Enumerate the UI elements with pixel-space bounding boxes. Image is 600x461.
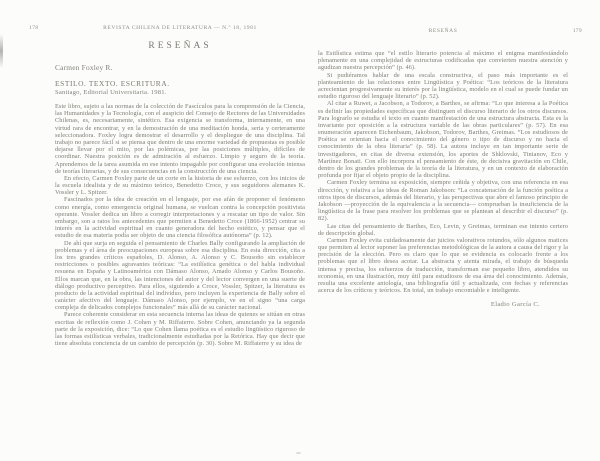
book-imprint: Santiago, Editorial Universitaria. 1981.	[55, 89, 167, 96]
page-number-left: 178	[29, 25, 39, 31]
paragraph: En efecto, Carmen Foxley parte de un corte en la historia de ese esfuerzo, con los inicios de la escuela idealista y de su máximo teórico, Benedetto Croce, y sus seguidores alemanes K. Vossler y L. Spitzer.	[55, 174, 305, 197]
journal-title-header: REVISTA CHILENA DE LITERATURA — N.º 18, 1981	[103, 25, 257, 31]
page-number-right: 179	[572, 28, 582, 34]
paragraph: Si pudiéramos hablar de una escala constructiva, el paso más importante es el planteamiento de las relaciones entre Lingüística y Poética: “Los teóricos de la literatura acrecientan progresivamente su interés por la lingüística, modelo en el cual se puede fundar un estudio riguroso del lenguaje literario” (p. 52).	[318, 71, 568, 101]
paragraph: Las citas del pensamiento de Barthes, Eco, Levin, y Greimas, terminan ese intento certero de descripción global.	[318, 222, 568, 237]
scan-edge-artifact	[0, 34, 3, 68]
paragraph: De ahí que surja en seguida el pensamiento de Charles Bally configurando la ampliación de problemas y el área de preocupaciones europeas sobre esa disciplina. En esta dirección, cita a los tres grandes críticos españoles, D. Alonso, A. Alonso y C. Bousoño sin establecer restricciones o posibles agravantes teóricas: “La estilística genética o del habla individual resuena en España y Latinoamérica con Dámaso Alonso, Amado Alonso y Carlos Bousoño. Ellos marcan que, en la obra, las intenciones del autor y del lector convergen en una suerte de diálogo productivo perceptivo. Para ellos, siguiendo a Croce, Vossler, Spitzer, la literatura es producto de la actividad espiritual del individuo, pero incluyen la experiencia de Bally sobre el carácter afectivo del lenguaje. Dámaso Alonso, por ejemplo, ve en el signo “una carga compleja de delicados complejos funcionales” más allá de su carácter nacional.	[55, 239, 305, 312]
body-text-right-column	[318, 50, 568, 309]
paragraph: la Estilística estima que “el estilo literario potencia al máximo el enigma manifestándolo plenamente en una complejidad de estructuras codificadas que convierten nuestra atención y agudizan nuestra percepción” (p. 46).	[318, 50, 568, 72]
paragraph: Carmen Foxley evita cuidadosamente dar juicios valorativos rotundos, sólo algunos matices que permiten al lector suponer las preferencias metodológicas de la autora a causa del rigor y la precisión de la elección. Pero es claro que lo que se evidencia es colocarlo frente a los problemas que el libro desea acotar. La abstracta y atenta mirada, el trabajo de búsqueda intensa y precisa, los esfuerzos de traducción, transforman ese pequeño libro, atendidos su economía, en una ilustración, muy útil para estudiosos de esa área del conocimiento. Además, resulta una excelente antología, una bibliografía útil y actualizada, con fechas y referencias acerca de los críticos y teóricos. En total, un trabajo encomiable e inteligente.	[318, 236, 568, 295]
review-title-block	[55, 79, 170, 97]
running-header-left	[29, 25, 305, 31]
paragraph: Carmen Foxley termina su exposición, siempre ceñida y objetiva, con una referencia en esa dirección, y relativa a las ideas de Roman Jakobson: “La concatenación de la función poética a otros tipos de discursos, además del literario, y las perspectivas que abre el famoso principio de Jakobson —proyección de la equivalencia a la secuencia— comprueban la insuficiencia de la lingüística de la frase para resolver los problemas que se plantean al describir el discurso” (p. 82).	[318, 179, 568, 223]
review-author: Carmen Foxley R.	[55, 63, 113, 72]
section-heading-resenas: RESEÑAS	[148, 41, 212, 51]
paragraph: Este libro, sujeto a las normas de la colección de Fascículos para la comprensión de la Ciencia, las Humanidades y la Tecnología, con el auspicio del Consejo de Rectores de las Universidades Chilenas, es, necesariamente, sintético. Esa exigencia se transforma, internamente, en una virtud rara de encontrar, y en la demostración de una meditación honda, seria y certeramente seleccionadora. Foxley logra demostrar el desarrollo y el despliegue de una disciplina. Tal trabajo no parece fácil si se piensa que dentro de una enorme variedad de propuestas es posible dejarse llevar por el mito, por las polémicas, por las posiciones múltiples, difíciles de coordinar. Nuestra posición es de admiración al esfuerzo. Limpio y seguro de la teoría. Aprendemos de la tarea asumida en ese intento impagable por configurar una evolución intensa de teorías literarias, y de sus consecuencias en la construcción de una ciencia.	[55, 103, 305, 175]
reviewer-signature: Eladio García C.	[490, 301, 540, 309]
running-header-resenas: RESEÑAS	[428, 28, 458, 34]
paragraph: Al citar a Ruwet, a Jacobson, a Todorov, a Barthes, se afirma: “Lo que interesa a la Poética es definir las propiedades específicas que distinguen el discurso literario de los otros discursos. Para lograrlo se estudia el texto en cuanto manifestación de una estructura abstracta. Esta es la invariante por oposición a la estructura variable de las obras particulares” (p. 57). En esa enumeración aparecen Eichenbaum, Jakobson, Todorov, Barthes, Greimas. “Los estudiosos de Poética se orientan hacia el conocimiento del género o tipo de discurso y no hacia el conocimiento de la obra literaria” (p. 58). La autora incluye en tan importante serie de investigadores, en citas de diversa extensión, los aportes de Shklovski, Tinianov, Eco y Martínez Bonati. Con ello incorpora el pensamiento de éste, de decisiva gravitación en Chile, dentro de los grandes problemas de la teoría de la literatura, y en un contexto de elaboración profunda por fijar el objeto propio de la disciplina.	[318, 100, 568, 180]
paragraph: Parece coherente considerar en esta secuencia interna las ideas de quienes se sitúan en otras escritas de reflexión como J. Cohen y M. Riffaterre. Sobre Cohen, anunciando ya la segunda parte de la exposición, dice: “Lo que Cohen llama poética es el estudio lingüístico riguroso de las formas estilísticas verbales, tradicionalmente estudiadas por la Retórica. Hay que decir que tiene absoluta conciencia de un cambio de percepción (p. 30). Sobre M. Riffaterre y su idea de	[55, 311, 305, 348]
page-right	[318, 0, 582, 461]
running-header-right	[318, 28, 582, 34]
book-title: ESTILO. TEXTO. ESCRITURA.	[55, 79, 170, 88]
paragraph: Fascinados por la idea de creación en el lenguaje, por ese afán de proponer el fenómeno como energía, como emergencia original humana, se vuelcan contra la concepción positivista operante. Vossler dedica un libro a corregir interpretaciones y a rescatar un tipo de valor. Sin embargo, son a ratos los antecedentes que permiten a Benedetto Croce (1866-1952) centrar su interés en la actividad espiritual en cuanto generadora del hecho estético, y pensar que el estudio de esa materia podía ser objeto de una ciencia filosófica autónoma” (p. 12).	[55, 196, 305, 240]
page-left	[29, 0, 305, 461]
body-text-left-column	[55, 103, 305, 347]
